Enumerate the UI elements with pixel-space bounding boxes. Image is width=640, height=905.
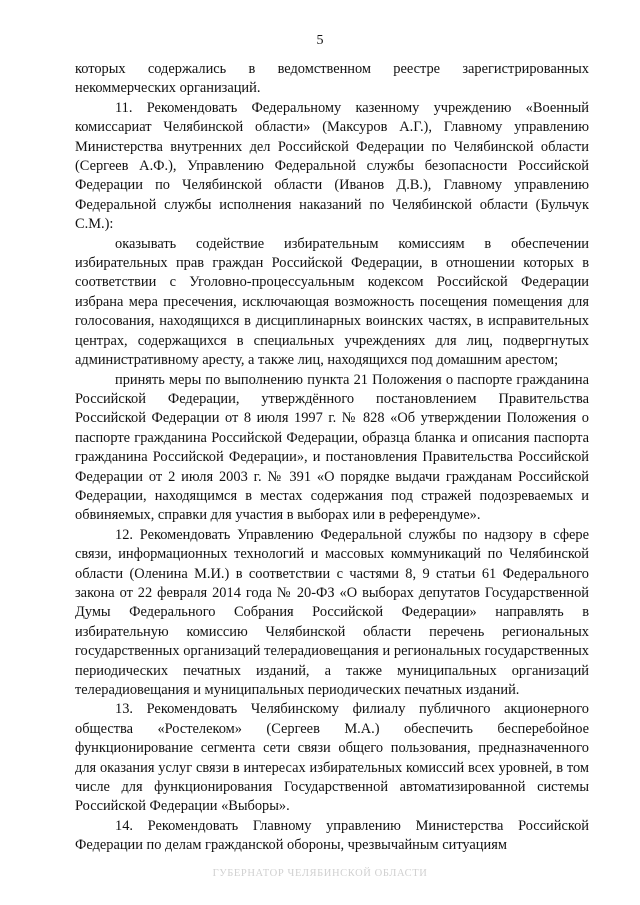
paragraph-item-12: 12. Рекомендовать Управлению Федеральной службы по надзору в сфере связи, информационных технологий и массовых коммуникаций по Челябинской области (Оленина М.И.) в соответствии с частями 8, 9 статьи 61 Федерального закона от 22 февраля 2014 года № 20-ФЗ «О выборах депутатов Государственной Думы Федерального Собрания Российской Федерации» направлять в избирательную комиссию Челябинской области перечень региональных государственных организаций телерадиовещания и региональных государственных периодических печатных изданий, а также муниципальных организаций телерадиовещания и муниципальных периодических печатных изданий. [75,526,589,698]
footer-watermark: ГУБЕРНАТОР ЧЕЛЯБИНСКОЙ ОБЛАСТИ [212,868,428,879]
document-body [75,60,589,856]
paragraph-item-14: 14. Рекомендовать Главному управлению Министерства Российской Федерации по делам гражданской обороны, чрезвычайным ситуациям [75,817,589,854]
paragraph-subitem-passport: принять меры по выполнению пункта 21 Положения о паспорте гражданина Российской Федерации, утверждённого постановлением Правительства Российской Федерации от 8 июля 1997 г. № 828 «Об утверждении Положения о паспорте гражданина Российской Федерации, образца бланка и описания паспорта гражданина Российской Федерации», и постановления Правительства Российской Федерации от 2 июля 2003 г. № 391 «О порядке выдачи гражданам Российской Федерации, находящимся в местах содержания под стражей подозреваемых и обвиняемых, справки для участия в выборах или в референдуме». [75,371,589,524]
paragraph-subitem-assist: оказывать содействие избирательным комиссиям в обеспечении избирательных прав граждан Российской Федерации, в отношении которых в соответствии с Уголовно-процессуальным кодексом Российской Федерации избрана мера пресечения, исключающая возможность посещения помещения для голосования, находящихся в дисциплинарных воинских частях, в исправительных центрах, содержащихся в специальных учреждениях для лиц, подвергнутых административному аресту, а также лиц, находящихся под домашним арестом; [75,235,589,369]
paragraph-item-11: 11. Рекомендовать Федеральному казенному учреждению «Военный комиссариат Челябинской области» (Максуров А.Г.), Главному управлению Министерства внутренних дел Российской Федерации по Челябинской области (Сергеев А.Ф.), Управлению Федеральной службы безопасности Российской Федерации по Челябинской области (Иванов Д.В.), Главному управлению Федеральной службы исполнения наказаний по Челябинской области (Бульчук С.М.): [75,99,589,233]
paragraph-item-13: 13. Рекомендовать Челябинскому филиалу публичного акционерного общества «Ростелеком» (Сергеев М.А.) обеспечить бесперебойное функционирование сегмента сети связи общего пользования, предназначенного для оказания услуг связи в интересах избирательных комиссий всех уровней, в том числе для функционирования Государственной автоматизированной системы Российской Федерации «Выборы». [75,701,589,815]
page-number: 5 [316,33,324,48]
paragraph-continuation: которых содержались в ведомственном реестре зарегистрированных некоммерческих организаций. [75,61,589,97]
